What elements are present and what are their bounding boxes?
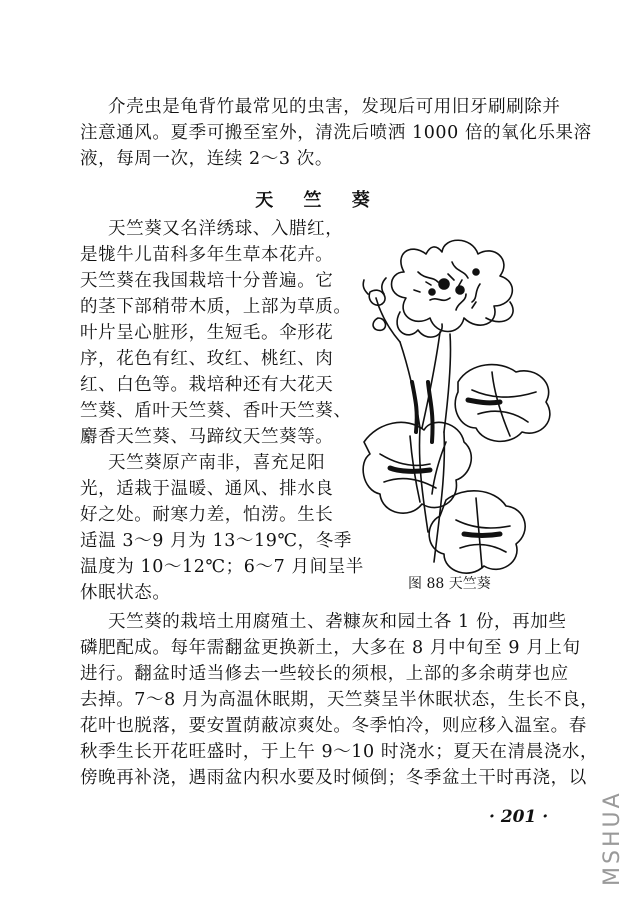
paragraph-line: 花叶也脱落，要安置荫蔽凉爽处。冬季怕冷，则应移入温室。春 [80,716,587,736]
paragraph-line: 天竺葵的栽培土用腐殖土、砻糠灰和园土各 1 份，再加些 [108,612,567,632]
page-number: · 201 · [489,807,549,827]
paragraph-line: 天竺葵原产南非，喜充足阳 [108,453,326,473]
flower-cluster [392,240,514,337]
paragraph-line: 介壳虫是龟背竹最常见的虫害，发现后可用旧牙刷刷除并 [108,97,561,117]
paragraph-line: 液，每周一次，连续 2～3 次。 [80,149,333,169]
paragraph-line: 好之处。耐寒力差，怕涝。生长 [80,505,334,525]
paragraph-line: 傍晚再补浇，遇雨盆内积水要及时倾倒；冬季盆土干时再浇，以 [80,768,587,788]
paragraph-line: 叶片呈心脏形，生短毛。伞形花 [80,323,334,343]
paragraph-line: 光，适栽于温暖、通风、排水良 [80,479,334,499]
paragraph-line: 磷肥配成。每年需翻盆更换新土，大多在 8 月中旬至 9 月上旬 [80,638,581,658]
paragraph-line: 的茎下部稍带木质，上部为草质。 [80,297,352,317]
stems [400,332,451,562]
paragraph-line: 温度为 10～12℃；6～7 月间呈半 [80,557,364,577]
paragraph-line: 序，花色有红、玫红、桃红、肉 [80,349,334,369]
paragraph-line: 去掉。7～8 月为高温休眠期，天竺葵呈半休眠状态，生长不良， [80,690,599,710]
section-title: 天 竺 葵 [255,190,382,211]
paragraph-line: 适温 3～9 月为 13～19℃，冬季 [80,531,352,551]
paragraph-line: 休眠状态。 [80,583,171,603]
paragraph-line: 天竺葵在我国栽培十分普遍。它 [80,271,334,291]
paragraph-line: 秋季生长开花旺盛时，于上午 9～10 时浇水；夏天在清晨浇水， [80,742,599,762]
paragraph-line: 天竺葵又名洋绣球、入腊红， [108,219,344,239]
paragraph-line: 进行。翻盆时适当修去一些较长的须根，上部的多余萌芽也应 [80,664,569,684]
paragraph-line: 注意通风。夏季可搬至室外，清洗后喷洒 1000 倍的氧化乐果溶 [80,123,592,143]
figure-caption: 图 88 天竺葵 [408,576,491,592]
watermark: MSHUA [600,790,625,886]
flower-buds [363,278,400,342]
leaves [363,365,550,574]
geranium-illustration [360,232,560,580]
paragraph-line: 是牻牛儿苗科多年生草本花卉。 [80,245,334,265]
paragraph-line: 红、白色等。栽培种还有大花天 [80,375,334,395]
paragraph-line: 麝香天竺葵、马蹄纹天竺葵等。 [80,427,334,447]
paragraph-line: 竺葵、盾叶天竺葵、香叶天竺葵、 [80,401,352,421]
